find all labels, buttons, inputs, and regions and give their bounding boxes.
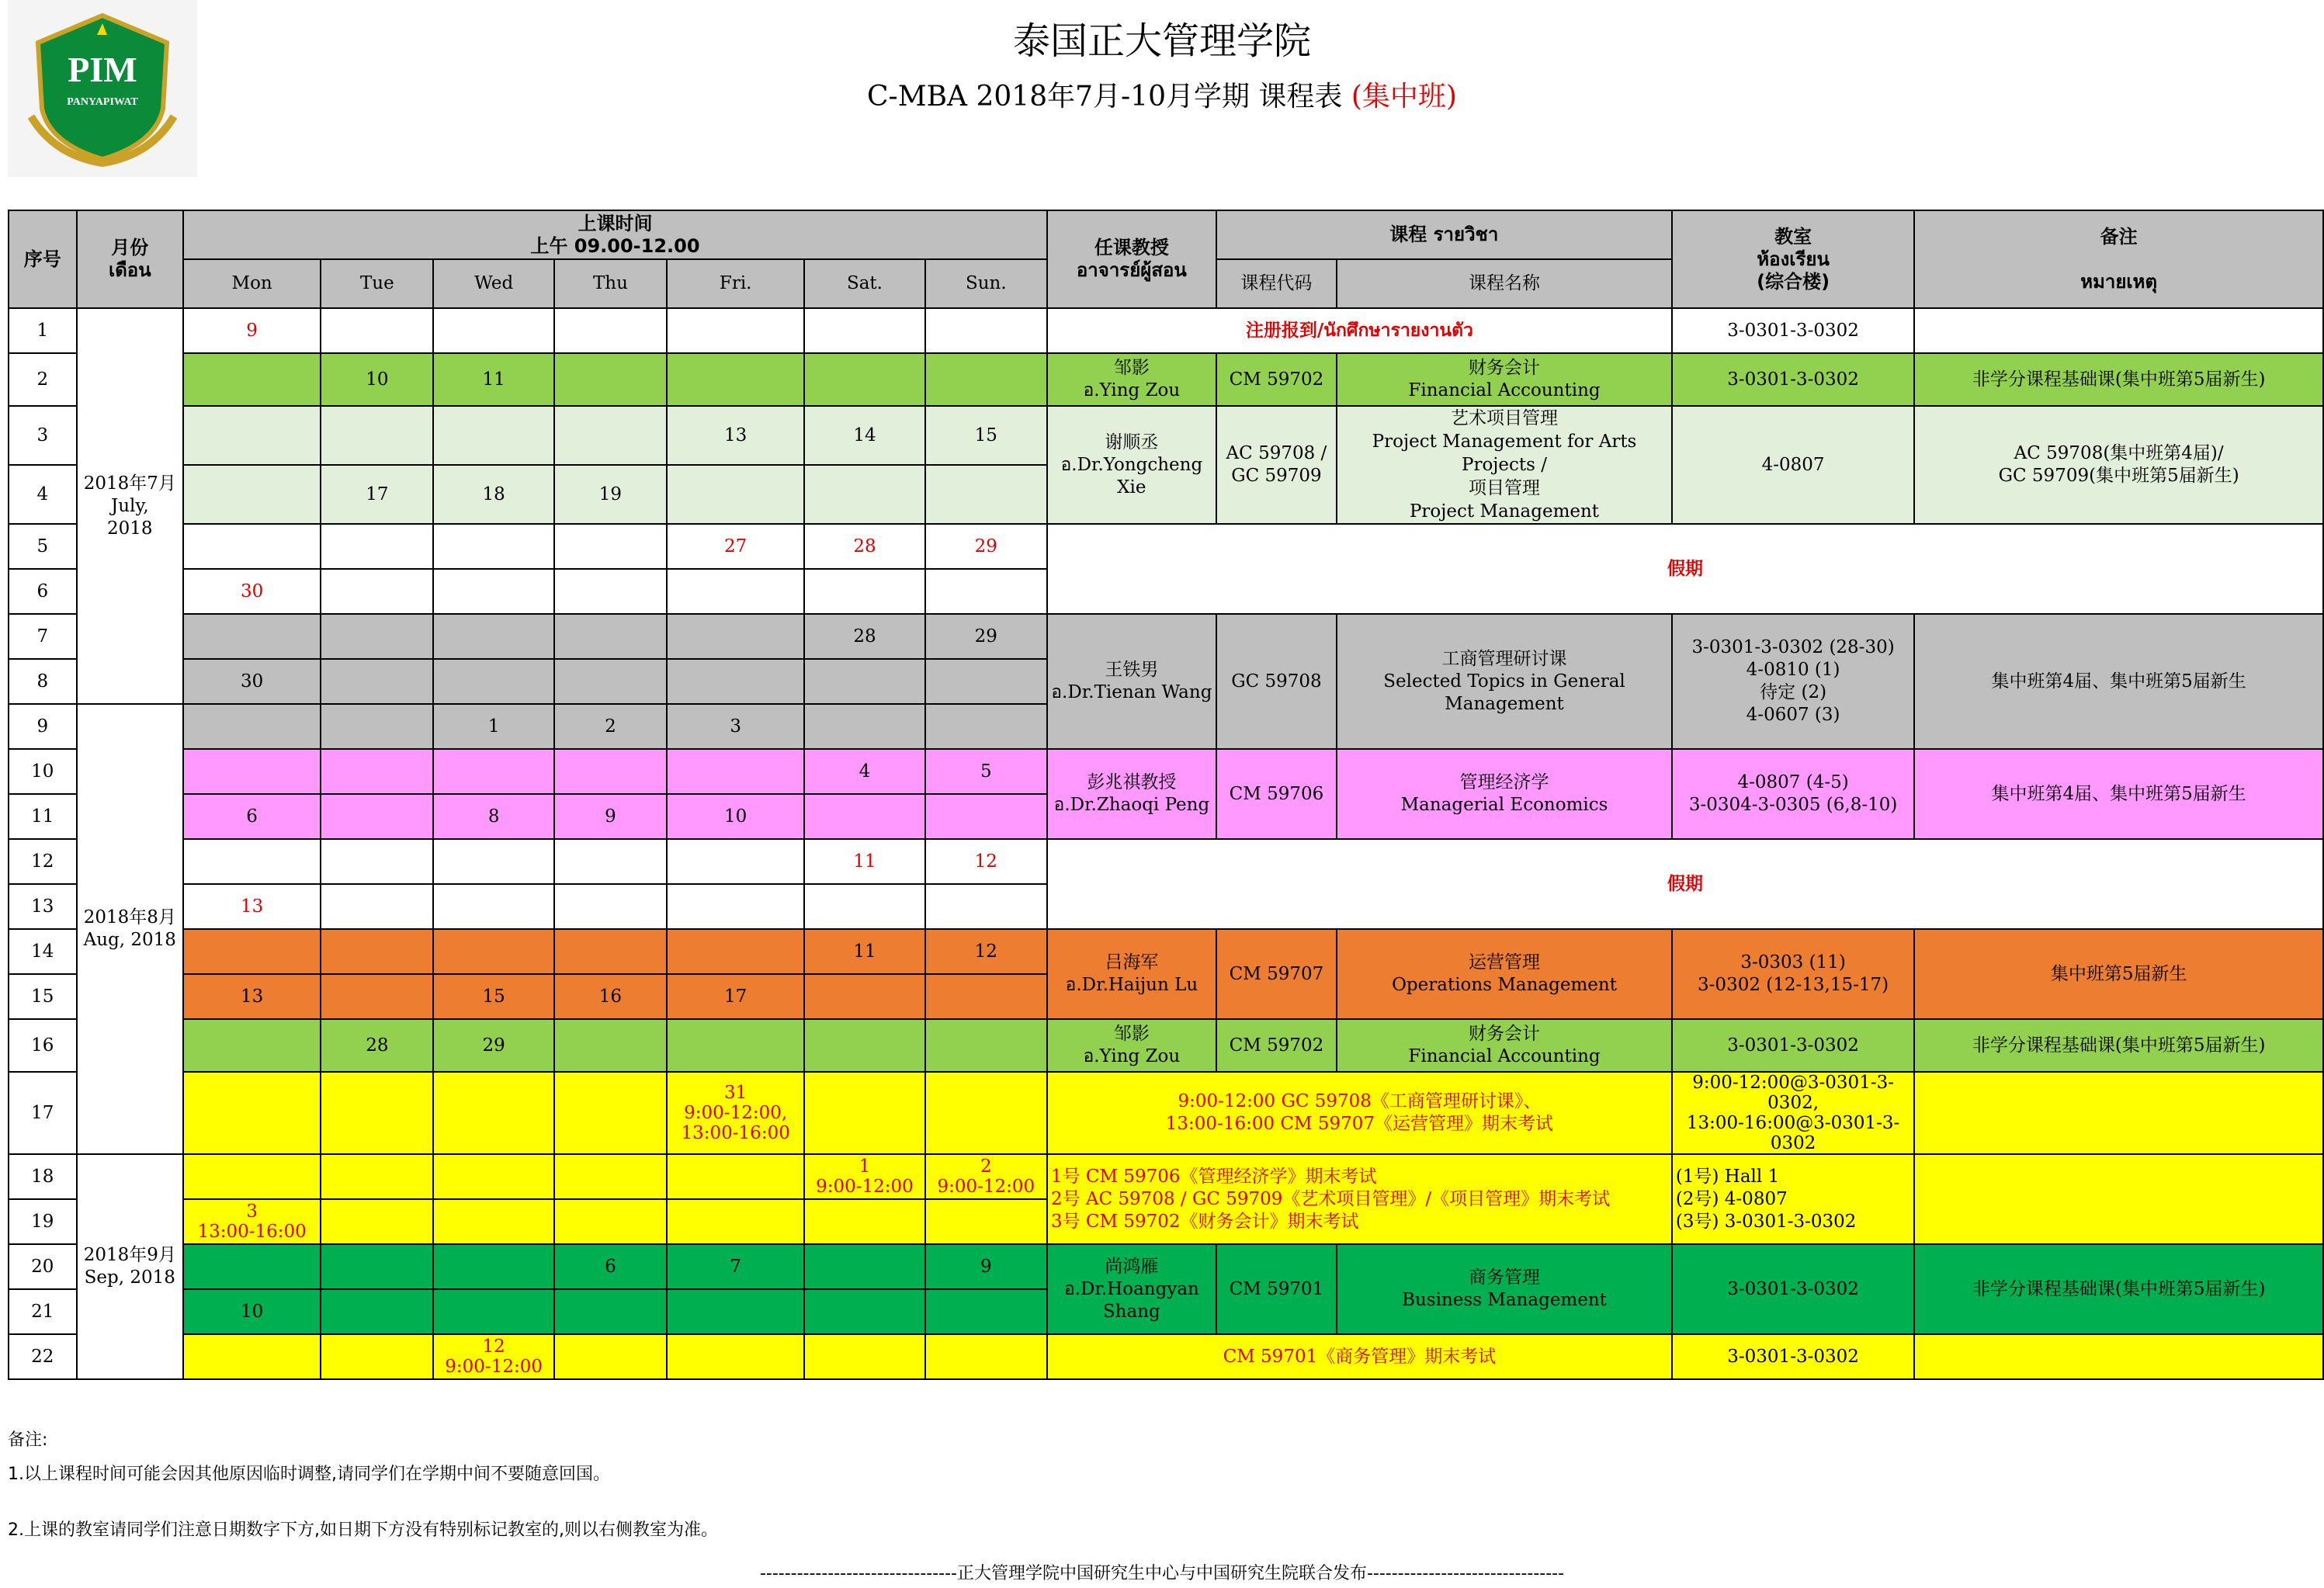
day-cell — [804, 884, 924, 929]
exam-cell: 9:00-12:00 GC 59708《工商管理研讨课》、 13:00-16:00 CM 59707《运营管理》期末考试 — [1047, 1072, 1672, 1154]
day-cell: 2 9:00-12:00 — [925, 1154, 1047, 1199]
room-cell: 3-0301-3-0302 — [1672, 308, 1914, 353]
subtitle-text: C-MBA 2018年7月-10月学期 课程表 — [867, 81, 1343, 113]
day-cell — [554, 884, 667, 929]
day-cell: 2 — [554, 704, 667, 749]
day-cell: 15 — [925, 406, 1047, 465]
day-cell: 30 — [183, 659, 321, 704]
day-cell — [925, 308, 1047, 353]
day-cell — [321, 406, 433, 465]
day-cell — [804, 704, 924, 749]
day-cell — [554, 1289, 667, 1334]
day-cell — [804, 794, 924, 839]
day-cell: 12 — [925, 839, 1047, 884]
course-code-cell: CM 59702 — [1216, 353, 1337, 406]
row-number: 1 — [9, 308, 77, 353]
day-cell: 29 — [433, 1019, 553, 1072]
day-cell — [433, 406, 553, 465]
day-cell: 11 — [804, 839, 924, 884]
course-code-cell: CM 59706 — [1216, 749, 1337, 839]
header-day-fri: Fri. — [667, 259, 804, 308]
day-cell — [183, 1072, 321, 1154]
day-cell — [433, 929, 553, 974]
day-cell — [804, 974, 924, 1019]
day-cell — [804, 353, 924, 406]
header-course-name: 课程名称 — [1337, 259, 1672, 308]
registration-notice: 注册报到/นักศึกษารายงานตัว — [1047, 308, 1672, 353]
month-cell-july: 2018年7月 July, 2018 — [77, 308, 183, 704]
row-number: 5 — [9, 524, 77, 569]
day-cell: 16 — [554, 974, 667, 1019]
room-cell: 3-0301-3-0302 — [1672, 1244, 1914, 1334]
day-cell — [321, 974, 433, 1019]
remark-cell — [1914, 308, 2323, 353]
remark-cell — [1914, 1334, 2323, 1379]
day-cell — [667, 839, 804, 884]
day-cell — [433, 524, 553, 569]
day-cell — [554, 614, 667, 659]
header-day-mon: Mon — [183, 259, 321, 308]
day-cell — [183, 1154, 321, 1199]
day-cell — [667, 1199, 804, 1244]
day-cell — [554, 929, 667, 974]
day-cell — [667, 1154, 804, 1199]
course-name-cell: 运营管理 Operations Management — [1337, 929, 1672, 1019]
day-cell — [667, 465, 804, 524]
room-cell: 4-0807 (4-5) 3-0304-3-0305 (6,8-10) — [1672, 749, 1914, 839]
day-cell — [433, 1244, 553, 1289]
row-number: 7 — [9, 614, 77, 659]
day-cell: 19 — [554, 465, 667, 524]
remark-cell: 集中班第4届、集中班第5届新生 — [1914, 614, 2323, 749]
row-number: 12 — [9, 839, 77, 884]
day-cell — [804, 1072, 924, 1154]
day-cell: 15 — [433, 974, 553, 1019]
day-cell — [183, 406, 321, 465]
remark-cell: AC 59708(集中班第4届)/ GC 59709(集中班第5届新生) — [1914, 406, 2323, 524]
day-cell — [804, 1019, 924, 1072]
day-cell — [183, 465, 321, 524]
teacher-cell: 邹影 อ.Ying Zou — [1047, 353, 1216, 406]
day-cell — [183, 749, 321, 794]
day-cell — [925, 353, 1047, 406]
header-course-code: 课程代码 — [1216, 259, 1337, 308]
course-code-cell: GC 59708 — [1216, 614, 1337, 749]
day-cell: 11 — [433, 353, 553, 406]
holiday-cell: 假期 — [1047, 524, 2323, 614]
day-cell — [433, 1199, 553, 1244]
room-cell: 3-0303 (11) 3-0302 (12-13,15-17) — [1672, 929, 1914, 1019]
day-cell — [667, 308, 804, 353]
day-cell — [554, 1199, 667, 1244]
exam-cell: 1号 CM 59706《管理经济学》期末考试 2号 AC 59708 / GC 59709《艺术项目管理》/《项目管理》期末考试 3号 CM 59702《财务会计》期末考试 — [1047, 1154, 1672, 1244]
day-cell — [183, 614, 321, 659]
day-cell — [554, 569, 667, 614]
day-cell — [433, 1072, 553, 1154]
course-name-cell: 财务会计 Financial Accounting — [1337, 353, 1672, 406]
course-name-cell: 艺术项目管理 Project Management for Arts Projects / 项目管理 Project Management — [1337, 406, 1672, 524]
schedule-table — [8, 210, 2324, 1380]
row-number: 9 — [9, 704, 77, 749]
day-cell — [321, 839, 433, 884]
room-cell: (1号) Hall 1 (2号) 4-0807 (3号) 3-0301-3-0302 — [1672, 1154, 1914, 1244]
day-cell: 1 — [433, 704, 553, 749]
day-cell: 30 — [183, 569, 321, 614]
day-cell — [804, 1289, 924, 1334]
day-cell — [925, 974, 1047, 1019]
day-cell: 5 — [925, 749, 1047, 794]
day-cell — [804, 308, 924, 353]
day-cell — [321, 1072, 433, 1154]
row-number: 15 — [9, 974, 77, 1019]
row-number: 21 — [9, 1289, 77, 1334]
day-cell — [321, 659, 433, 704]
day-cell — [433, 569, 553, 614]
day-cell — [321, 524, 433, 569]
row-number: 4 — [9, 465, 77, 524]
day-cell — [321, 749, 433, 794]
header-remark: 备注 หมายเหตุ — [1914, 210, 2323, 308]
day-cell — [433, 1289, 553, 1334]
day-cell — [433, 614, 553, 659]
row-number: 8 — [9, 659, 77, 704]
day-cell: 29 — [925, 524, 1047, 569]
room-cell: 3-0301-3-0302 — [1672, 353, 1914, 406]
row-number: 22 — [9, 1334, 77, 1379]
day-cell — [925, 884, 1047, 929]
day-cell — [321, 929, 433, 974]
course-code-cell: AC 59708 / GC 59709 — [1216, 406, 1337, 524]
header-course: 课程 รายวิชา — [1216, 210, 1672, 259]
header-day-thu: Thu — [554, 259, 667, 308]
day-cell — [321, 308, 433, 353]
day-cell: 10 — [183, 1289, 321, 1334]
day-cell — [925, 794, 1047, 839]
day-cell: 13 — [183, 884, 321, 929]
row-number: 16 — [9, 1019, 77, 1072]
course-code-cell: CM 59707 — [1216, 929, 1337, 1019]
day-cell: 11 — [804, 929, 924, 974]
room-cell: 3-0301-3-0302 — [1672, 1019, 1914, 1072]
day-cell — [667, 1019, 804, 1072]
day-cell: 10 — [667, 794, 804, 839]
day-cell — [804, 465, 924, 524]
footer-publisher: --------------------------------正大管理学院中国研究生中心与中国研究生院联合发布-------------------------------- — [759, 1564, 1565, 1583]
day-cell — [925, 569, 1047, 614]
day-cell — [554, 1334, 667, 1379]
row-number: 19 — [9, 1199, 77, 1244]
remark-cell: 非学分课程基础课(集中班第5届新生) — [1914, 1244, 2323, 1334]
day-cell: 31 9:00-12:00, 13:00-16:00 — [667, 1072, 804, 1154]
day-cell — [554, 1072, 667, 1154]
day-cell — [925, 704, 1047, 749]
day-cell — [554, 1019, 667, 1072]
day-cell: 13 — [183, 974, 321, 1019]
day-cell: 4 — [804, 749, 924, 794]
day-cell — [321, 1334, 433, 1379]
day-cell: 3 — [667, 704, 804, 749]
day-cell: 17 — [321, 465, 433, 524]
day-cell — [667, 614, 804, 659]
subtitle-class-type: (集中班) — [1351, 81, 1457, 113]
course-name-cell: 工商管理研讨课 Selected Topics in General Management — [1337, 614, 1672, 749]
day-cell — [554, 659, 667, 704]
day-cell — [554, 353, 667, 406]
holiday-cell: 假期 — [1047, 839, 2323, 929]
remark-cell: 非学分课程基础课(集中班第5届新生) — [1914, 1019, 2323, 1072]
day-cell — [554, 839, 667, 884]
day-cell: 9 — [554, 794, 667, 839]
day-cell: 6 — [183, 794, 321, 839]
row-number: 17 — [9, 1072, 77, 1154]
teacher-cell: 王铁男 อ.Dr.Tienan Wang — [1047, 614, 1216, 749]
teacher-cell: 邹影 อ.Ying Zou — [1047, 1019, 1216, 1072]
header-room: 教室 ห้องเรียน (综合楼) — [1672, 210, 1914, 308]
day-cell — [183, 353, 321, 406]
row-number: 10 — [9, 749, 77, 794]
teacher-cell: 彭兆祺教授 อ.Dr.Zhaoqi Peng — [1047, 749, 1216, 839]
day-cell: 14 — [804, 406, 924, 465]
day-cell — [925, 1334, 1047, 1379]
day-cell — [321, 569, 433, 614]
day-cell: 10 — [321, 353, 433, 406]
header-seq: 序号 — [9, 210, 77, 308]
row-number: 3 — [9, 406, 77, 465]
day-cell: 3 13:00-16:00 — [183, 1199, 321, 1244]
day-cell — [925, 1289, 1047, 1334]
header-day-sun: Sun. — [925, 259, 1047, 308]
day-cell — [321, 1199, 433, 1244]
day-cell — [321, 1289, 433, 1334]
course-code-cell: CM 59701 — [1216, 1244, 1337, 1334]
logo-subtext: PANYAPIWAT — [67, 96, 138, 108]
day-cell — [554, 749, 667, 794]
row-number: 11 — [9, 794, 77, 839]
header-month: 月份 เดือน — [77, 210, 183, 308]
note-1: 1.以上课程时间可能会因其他原因临时调整,请同学们在学期中间不要随意回国。 — [8, 1465, 610, 1484]
day-cell — [554, 1154, 667, 1199]
logo-text: PIM — [68, 50, 137, 89]
remark-cell — [1914, 1072, 2323, 1154]
month-cell-september: 2018年9月 Sep, 2018 — [77, 1154, 183, 1379]
day-cell: 28 — [321, 1019, 433, 1072]
day-cell — [804, 1199, 924, 1244]
day-cell — [433, 749, 553, 794]
day-cell: 7 — [667, 1244, 804, 1289]
day-cell — [804, 659, 924, 704]
day-cell — [554, 524, 667, 569]
teacher-cell: 谢顺丞 อ.Dr.Yongcheng Xie — [1047, 406, 1216, 524]
day-cell — [667, 659, 804, 704]
day-cell: 9 — [183, 308, 321, 353]
header-day-tue: Tue — [321, 259, 433, 308]
row-number: 6 — [9, 569, 77, 614]
teacher-cell: 尚鸿雁 อ.Dr.Hoangyan Shang — [1047, 1244, 1216, 1334]
day-cell — [433, 659, 553, 704]
room-cell: 9:00-12:00@3-0301-3-0302, 13:00-16:00@3-0301-3-0302 — [1672, 1072, 1914, 1154]
page-title: 泰国正大管理学院 — [1012, 19, 1311, 63]
day-cell — [667, 749, 804, 794]
room-cell: 3-0301-3-0302 — [1672, 1334, 1914, 1379]
exam-cell: CM 59701《商务管理》期末考试 — [1047, 1334, 1672, 1379]
day-cell — [183, 1334, 321, 1379]
day-cell: 1 9:00-12:00 — [804, 1154, 924, 1199]
day-cell — [433, 308, 553, 353]
day-cell: 17 — [667, 974, 804, 1019]
header-day-sat: Sat. — [804, 259, 924, 308]
day-cell — [925, 659, 1047, 704]
day-cell: 6 — [554, 1244, 667, 1289]
row-number: 13 — [9, 884, 77, 929]
row-number: 20 — [9, 1244, 77, 1289]
day-cell — [433, 884, 553, 929]
course-name-cell: 商务管理 Business Management — [1337, 1244, 1672, 1334]
day-cell — [667, 353, 804, 406]
day-cell — [925, 1072, 1047, 1154]
day-cell — [925, 465, 1047, 524]
remark-cell: 集中班第4届、集中班第5届新生 — [1914, 749, 2323, 839]
row-number: 18 — [9, 1154, 77, 1199]
day-cell: 28 — [804, 614, 924, 659]
day-cell — [321, 704, 433, 749]
day-cell — [183, 1019, 321, 1072]
header-day-wed: Wed — [433, 259, 553, 308]
course-name-cell: 财务会计 Financial Accounting — [1337, 1019, 1672, 1072]
day-cell — [321, 794, 433, 839]
day-cell — [804, 1244, 924, 1289]
day-cell — [667, 884, 804, 929]
day-cell: 12 9:00-12:00 — [433, 1334, 553, 1379]
room-cell: 4-0807 — [1672, 406, 1914, 524]
day-cell: 27 — [667, 524, 804, 569]
course-code-cell: CM 59702 — [1216, 1019, 1337, 1072]
day-cell — [925, 1199, 1047, 1244]
day-cell — [183, 1244, 321, 1289]
day-cell — [804, 569, 924, 614]
row-number: 2 — [9, 353, 77, 406]
note-2: 2.上课的教室请同学们注意日期数字下方,如日期下方没有特别标记教室的,则以右侧教室为准。 — [8, 1520, 718, 1540]
day-cell: 9 — [925, 1244, 1047, 1289]
day-cell — [183, 929, 321, 974]
remark-cell — [1914, 1154, 2323, 1244]
remark-cell: 集中班第5届新生 — [1914, 929, 2323, 1019]
room-cell: 3-0301-3-0302 (28-30) 4-0810 (1) 待定 (2) 4-0607 (3) — [1672, 614, 1914, 749]
day-cell — [183, 704, 321, 749]
remark-cell: 非学分课程基础课(集中班第5届新生) — [1914, 353, 2323, 406]
day-cell — [321, 1244, 433, 1289]
day-cell — [925, 1019, 1047, 1072]
day-cell — [183, 524, 321, 569]
course-name-cell: 管理经济学 Managerial Economics — [1337, 749, 1672, 839]
day-cell — [433, 839, 553, 884]
header-teacher: 任课教授 อาจารย์ผู้สอน — [1047, 210, 1216, 308]
day-cell — [554, 308, 667, 353]
day-cell — [667, 569, 804, 614]
day-cell — [321, 614, 433, 659]
day-cell — [804, 1334, 924, 1379]
notes-heading: 备注: — [8, 1430, 48, 1450]
day-cell: 12 — [925, 929, 1047, 974]
row-number: 14 — [9, 929, 77, 974]
day-cell — [667, 929, 804, 974]
day-cell — [321, 1154, 433, 1199]
header-class-time: 上课时间 上午 09.00-12.00 — [183, 210, 1047, 259]
day-cell — [667, 1334, 804, 1379]
day-cell — [667, 1289, 804, 1334]
day-cell — [321, 884, 433, 929]
day-cell: 8 — [433, 794, 553, 839]
month-cell-august: 2018年8月 Aug, 2018 — [77, 704, 183, 1154]
day-cell — [554, 406, 667, 465]
day-cell: 28 — [804, 524, 924, 569]
day-cell: 18 — [433, 465, 553, 524]
day-cell — [183, 839, 321, 884]
page-subtitle — [0, 75, 2324, 114]
day-cell — [433, 1154, 553, 1199]
day-cell: 29 — [925, 614, 1047, 659]
day-cell: 13 — [667, 406, 804, 465]
teacher-cell: 吕海军 อ.Dr.Haijun Lu — [1047, 929, 1216, 1019]
